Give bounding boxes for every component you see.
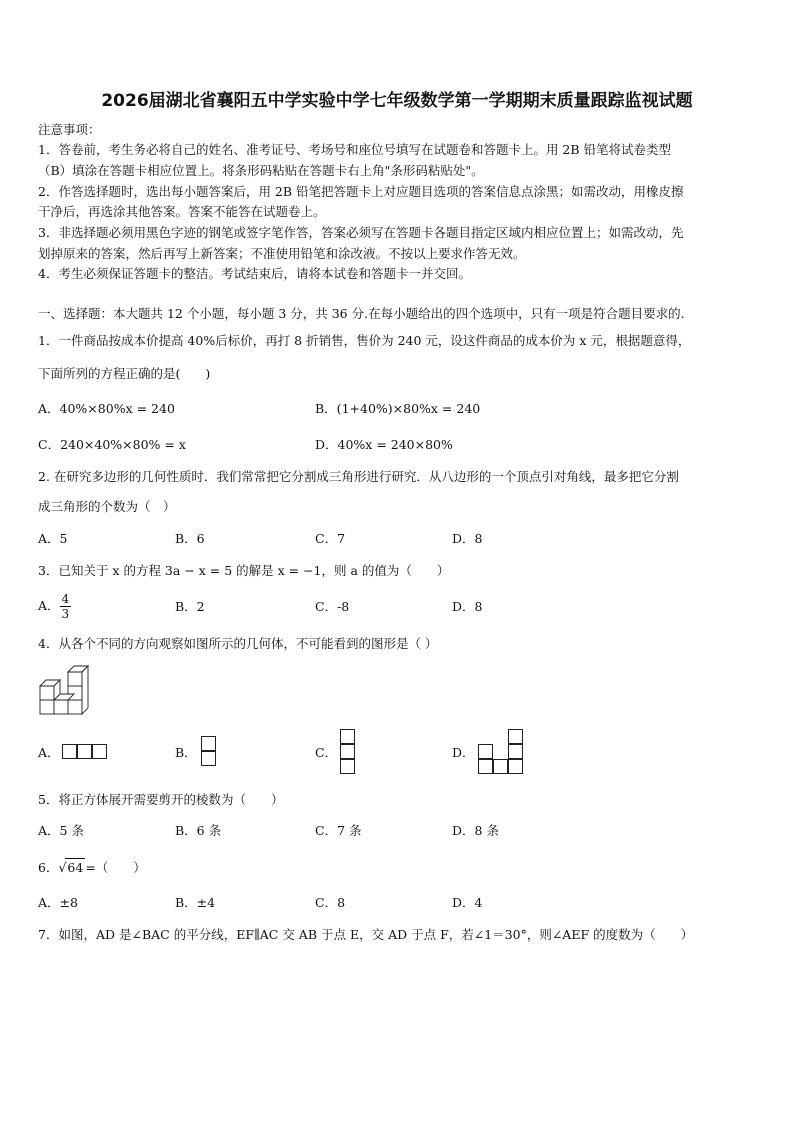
notice-line: 划掉原来的答案，然后再写上新答案；不准使用铅笔和涂改液。不按以上要求作答无效。 xyxy=(38,246,526,261)
question-6-stem xyxy=(38,858,146,877)
question-5-stem: 5．将正方体展开需要剪开的棱数为（ ） xyxy=(38,792,284,807)
notice-line: 2．作答选择题时，选出每小题答案后，用 2B 铅笔把答题卡上对应题目选项的答案信息点涂黑；如需改动，用橡皮擦 xyxy=(38,184,684,199)
page-title: 2026届湖北省襄阳五中学实验中学七年级数学第一学期期末质量跟踪监视试题 xyxy=(101,91,693,111)
stacked-cubes-drawing xyxy=(38,662,98,718)
notice-line: 4．考生必须保证答题卡的整洁。考试结束后，请将本试卷和答题卡一并交回。 xyxy=(38,266,471,281)
q4-option-c: C． xyxy=(315,745,338,760)
q1-option-d: D．40%x = 240×80% xyxy=(315,437,453,452)
q3-option-a-label: A． xyxy=(38,598,60,613)
notice-line: （B）填涂在答题卡相应位置上。将条形码粘贴在答题卡右上角"条形码粘贴处"。 xyxy=(38,163,484,178)
notice-heading: 注意事项： xyxy=(38,122,101,137)
q5-option-b: B．6 条 xyxy=(175,823,222,838)
q2-option-d: D．8 xyxy=(452,531,483,546)
q4-option-d: D． xyxy=(452,745,475,760)
q2-option-b: B．6 xyxy=(175,531,205,546)
fraction xyxy=(60,592,72,621)
notice-line: 3．非选择题必须用黑色字迹的钢笔或签字笔作答，答案必须写在答题卡各题目指定区域内相应位置上；如需改动，先 xyxy=(38,225,684,240)
question-1-stem: 1．一件商品按成本价提高 40%后标价，再打 8 折销售，售价为 240 元，设这件商品的成本价为 x 元，根据题意得， xyxy=(38,333,691,348)
q4-option-a: A． xyxy=(38,745,60,760)
q6-option-a: A．±8 xyxy=(38,895,78,910)
q6-suffix: =（ ） xyxy=(85,860,146,875)
q3-option-b: B．2 xyxy=(175,599,205,614)
q2-option-c: C．7 xyxy=(315,531,346,546)
section-heading: 一、选择题：本大题共 12 个小题，每小题 3 分，共 36 分.在每小题给出的四个选项中，只有一项是符合题目要求的. xyxy=(38,306,685,321)
notice-line: 干净后，再选涂其他答案。答案不能答在试题卷上。 xyxy=(38,204,326,219)
q6-prefix: 6． xyxy=(38,860,59,875)
solid-figure-diagram xyxy=(38,662,98,721)
question-4-stem: 4．从各个不同的方向观察如图所示的几何体，不可能看到的图形是（ ） xyxy=(38,636,438,651)
question-2-stem: 2. 在研究多边形的几何性质时．我们常常把它分割成三角形进行研究．从八边形的一个顶点引对角线，最多把它分割 xyxy=(38,469,679,484)
q1-option-c: C．240×40%×80% = x xyxy=(38,437,186,452)
q1-option-a: A．40%×80%x = 240 xyxy=(38,401,175,416)
q6-option-c: C．8 xyxy=(315,895,346,910)
question-3-stem: 3．已知关于 x 的方程 3a − x = 5 的解是 x = −1，则 a 的值为（ ） xyxy=(38,563,450,578)
question-2-stem-cont: 成三角形的个数为（ ） xyxy=(38,499,176,514)
q3-option-a xyxy=(38,592,71,621)
q1-option-b: B．(1+40%)×80%x = 240 xyxy=(315,401,481,416)
q3-option-c: C．-8 xyxy=(315,599,350,614)
q6-option-b: B．±4 xyxy=(175,895,216,910)
q5-option-c: C．7 条 xyxy=(315,823,362,838)
radicand: 64 xyxy=(67,860,84,875)
q6-option-d: D．4 xyxy=(452,895,483,910)
question-7-stem: 7．如图，AD 是∠BAC 的平分线，EF∥AC 交 AB 于点 E，交 AD 于点 F，若∠1＝30°，则∠AEF 的度数为（ ） xyxy=(38,927,694,942)
q5-option-d: D．8 条 xyxy=(452,823,499,838)
q3-option-d: D．8 xyxy=(452,599,483,614)
fraction-denominator: 3 xyxy=(61,607,70,621)
q2-option-a: A．5 xyxy=(38,531,68,546)
question-1-stem-cont: 下面所列的方程正确的是( ) xyxy=(38,366,211,381)
fraction-numerator: 4 xyxy=(61,592,70,606)
q4-option-b: B． xyxy=(175,745,197,760)
notice-line: 1．答卷前，考生务必将自己的姓名、准考证号、考场号和座位号填写在试题卷和答题卡上。用 2B 铅笔将试卷类型 xyxy=(38,142,672,157)
q5-option-a: A．5 条 xyxy=(38,823,84,838)
sqrt-symbol: √ xyxy=(58,860,67,875)
